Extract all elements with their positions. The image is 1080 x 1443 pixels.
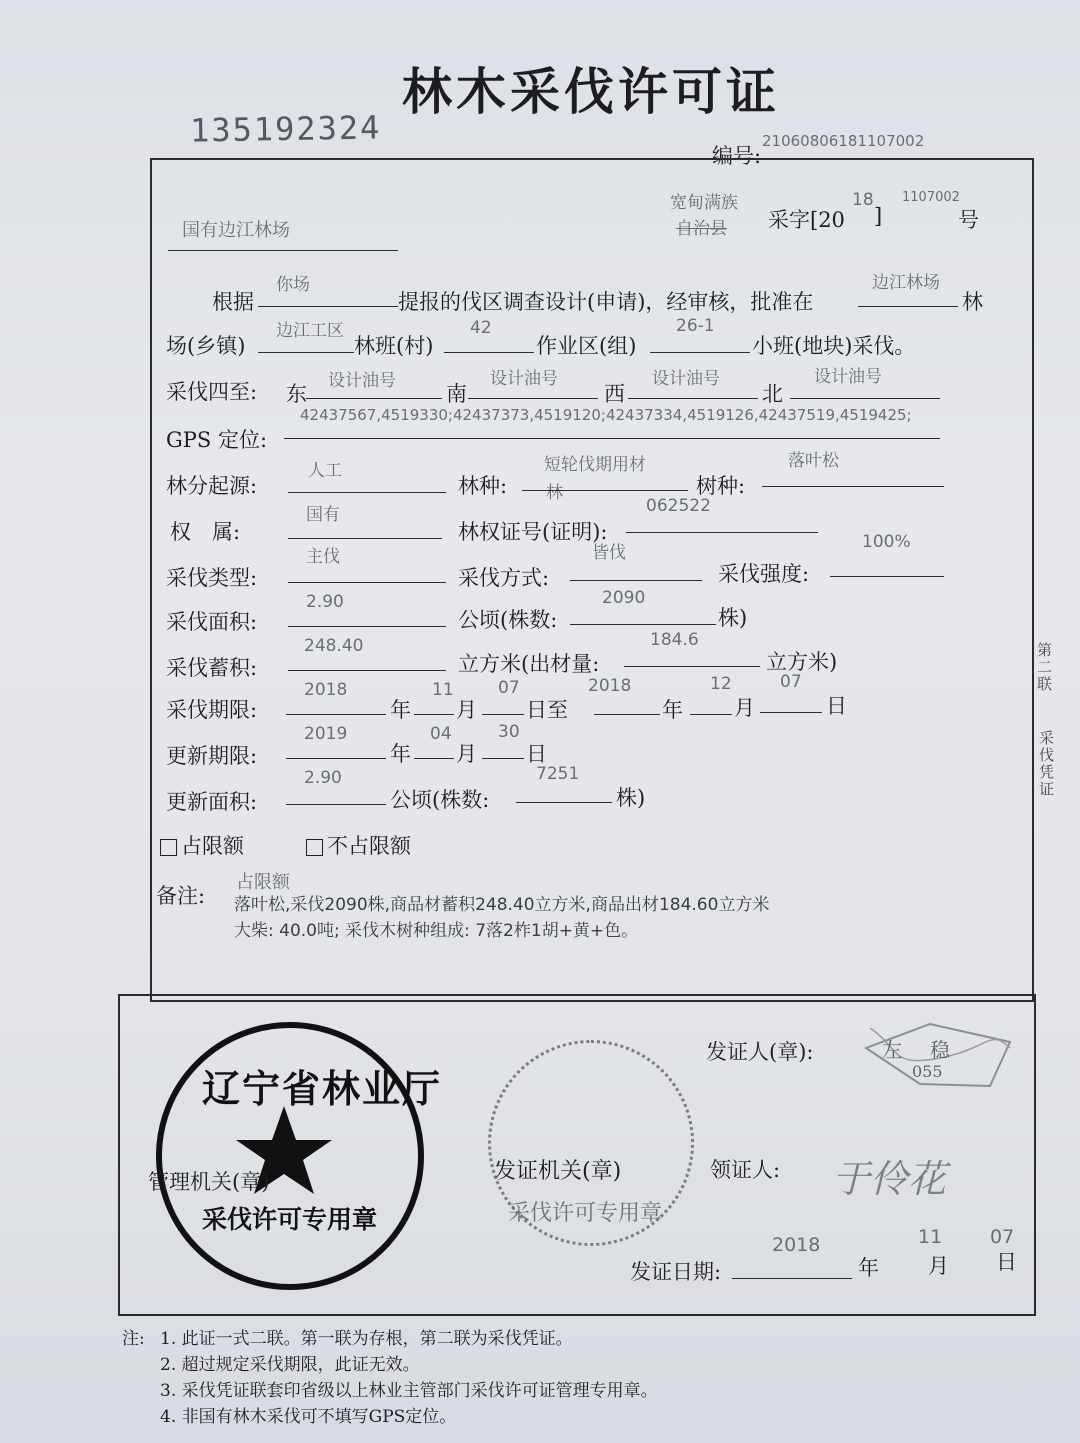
township-value: 边江工区: [276, 321, 344, 341]
period-start-month: 11: [432, 680, 454, 700]
north-value: 设计油号: [814, 367, 882, 387]
label-tree-species: 树种:: [696, 474, 746, 498]
label-remarks: 备注:: [156, 884, 206, 908]
mgmt-stamp-label: 管理机关(章): [148, 1170, 270, 1194]
approved-farm: 边江林场: [872, 273, 940, 293]
label-renewal-period: 更新期限:: [166, 744, 258, 768]
label-ownership: 权 属:: [170, 520, 241, 544]
quota-yes-checkbox[interactable]: [160, 830, 244, 860]
renewal-year: 2019: [304, 724, 348, 744]
document-title: 林木采伐许可证: [402, 62, 780, 121]
issue-date-year: 2018: [772, 1234, 821, 1256]
source-value: 你场: [276, 275, 310, 295]
forest-farm-name: 国有边江林场: [182, 220, 290, 241]
label-boundary: 采伐四至:: [166, 380, 258, 404]
remark-line-1: 占限额: [236, 872, 290, 893]
period-start-day: 07: [498, 678, 520, 698]
label-forest-type: 林种:: [458, 474, 508, 498]
label-gps: GPS 定位:: [166, 428, 268, 452]
side-name-label: 采伐凭证: [1037, 730, 1055, 798]
cut-type-value: 主伐: [306, 547, 340, 567]
label-volume: 采伐蓄积:: [166, 656, 258, 680]
label-cut-method: 采伐方式:: [458, 566, 550, 590]
quota-yes-label: 占限额: [181, 834, 244, 858]
label-west: 西: [604, 382, 625, 406]
notes-label: 注:: [122, 1329, 145, 1349]
forest-class-value: 42: [470, 318, 492, 338]
label-month: 月: [456, 698, 477, 722]
cut-method-value: 皆伐: [592, 543, 626, 563]
renewal-area-value: 2.90: [304, 768, 342, 788]
forest-type-value: 短轮伐期用材: [544, 455, 646, 475]
side-part-label: 第二联: [1035, 642, 1053, 693]
issue-date-day: 07: [990, 1226, 1015, 1248]
label-cert: 林权证号(证明):: [458, 520, 608, 544]
label-township: 场(乡镇): [166, 334, 246, 358]
east-value: 设计油号: [328, 371, 396, 391]
label-work-area: 作业区(组): [536, 334, 637, 358]
ownership-value: 国有: [306, 505, 340, 525]
label-renewal-trees: 公顷(株数:: [390, 788, 490, 812]
label-year: 年: [390, 698, 411, 722]
remark-line-2: 落叶松,采伐2090株,商品材蓄积248.40立方米,商品出材184.60立方米: [234, 895, 770, 915]
label-year: 年: [858, 1256, 879, 1280]
receiver-label: 领证人:: [710, 1158, 781, 1182]
serial-number: 135192324: [189, 108, 382, 150]
text-lin: 林: [962, 290, 983, 314]
label-day: 日: [996, 1250, 1017, 1274]
output-value: 184.6: [650, 630, 699, 650]
number-label: 编号:: [712, 144, 762, 168]
south-value: 设计油号: [490, 369, 558, 389]
area-value: 2.90: [306, 592, 344, 612]
quota-no-label: 不占限额: [327, 834, 411, 858]
label-volume-unit: 立方米(出材量:: [458, 652, 600, 676]
label-day-to: 日至: [526, 698, 568, 722]
document-number: 1107002: [902, 190, 960, 205]
note-item: 3. 采伐凭证联套印省级以上林业主管部门采伐许可证管理专用章。: [160, 1381, 658, 1401]
issue-date-month: 11: [918, 1226, 943, 1248]
remark-line-3: 大柴: 40.0吨; 采伐木树种组成: 7落2柞1胡+黄+色。: [234, 921, 639, 941]
intensity-value: 100%: [862, 532, 911, 552]
stamp-char-top: 左: [882, 1038, 902, 1062]
period-end-month: 12: [710, 674, 732, 694]
issue-date-label: 发证日期:: [630, 1260, 722, 1284]
note-item: 4. 非国有林木采伐可不填写GPS定位。: [160, 1407, 457, 1427]
label-day: 日: [826, 694, 847, 718]
quota-no-checkbox[interactable]: [306, 830, 411, 860]
official-seal: [156, 1022, 443, 1290]
forest-type-suffix: 林: [546, 483, 563, 503]
faint-seal-text: 采伐许可专用章: [508, 1201, 663, 1226]
approval-text: 提报的伐区调查设计(申请)，经审核，批准在: [398, 290, 814, 314]
label-south: 南: [446, 382, 467, 406]
label-north: 北: [762, 382, 783, 406]
label-east: 东: [286, 382, 307, 406]
note-item: 2. 超过规定采伐期限，此证无效。: [160, 1355, 420, 1375]
seal-bottom-text: 采伐许可专用章: [202, 1205, 378, 1234]
bracket-close: ]: [874, 204, 883, 228]
seal-top-text: 辽宁省林业厅: [202, 1066, 443, 1111]
stamp-number: 055: [912, 1062, 943, 1081]
org-stamp-label: 发证机关(章): [494, 1159, 622, 1184]
gps-value: 42437567,4519330;42437373,4519120;42437334,4519126,42437519,4519425;: [300, 406, 912, 424]
label-day: 日: [526, 742, 547, 766]
county-top: 宽甸满族: [670, 193, 738, 213]
issuer-person-label: 发证人(章):: [706, 1040, 814, 1064]
work-area-value: 26-1: [676, 316, 715, 336]
receiver-signature: 于伶花: [832, 1157, 947, 1201]
label-origin: 林分起源:: [166, 474, 258, 498]
label-renewal-area: 更新面积:: [166, 790, 258, 814]
text-basis: 根据: [212, 290, 254, 314]
renewal-tree-unit: 株): [616, 786, 646, 810]
tree-species-value: 落叶松: [788, 451, 839, 471]
issuer-personal-stamp: [860, 1018, 1020, 1090]
label-period: 采伐期限:: [166, 698, 258, 722]
label-hectare-trees: 公顷(株数:: [458, 608, 558, 632]
tree-count-value: 2090: [602, 588, 646, 608]
output-unit: 立方米): [766, 650, 838, 674]
cert-value: 062522: [646, 496, 711, 516]
code-prefix: 采字[20: [768, 208, 845, 232]
origin-value: 人工: [308, 461, 342, 481]
renewal-trees-value: 7251: [536, 764, 580, 784]
year-suffix: 18: [852, 190, 874, 210]
label-month: 月: [456, 742, 477, 766]
label-year: 年: [390, 742, 411, 766]
west-value: 设计油号: [652, 369, 720, 389]
text-subcompartment: 小班(地块)采伐。: [752, 334, 916, 358]
label-area: 采伐面积:: [166, 610, 258, 634]
label-year: 年: [662, 698, 683, 722]
checkbox-box[interactable]: [160, 839, 177, 856]
number-value: 21060806181107002: [762, 132, 925, 150]
checkbox-box[interactable]: [306, 839, 323, 856]
renewal-day: 30: [498, 722, 520, 742]
number-suffix: 号: [958, 208, 979, 232]
tree-unit: 株): [718, 606, 748, 630]
label-month: 月: [734, 696, 755, 720]
renewal-month: 04: [430, 724, 452, 744]
label-cut-type: 采伐类型:: [166, 566, 258, 590]
label-month: 月: [928, 1254, 949, 1278]
period-end-day: 07: [780, 672, 802, 692]
period-end-year: 2018: [588, 676, 632, 696]
label-intensity: 采伐强度:: [718, 562, 810, 586]
stamp-char-mid: 稳: [930, 1038, 950, 1062]
period-start-year: 2018: [304, 680, 348, 700]
note-item: 1. 此证一式二联。第一联为存根，第二联为采伐凭证。: [160, 1329, 573, 1349]
volume-value: 248.40: [304, 636, 364, 656]
county-bottom: 自治县: [676, 219, 727, 239]
label-forest-class: 林班(村): [354, 334, 434, 358]
